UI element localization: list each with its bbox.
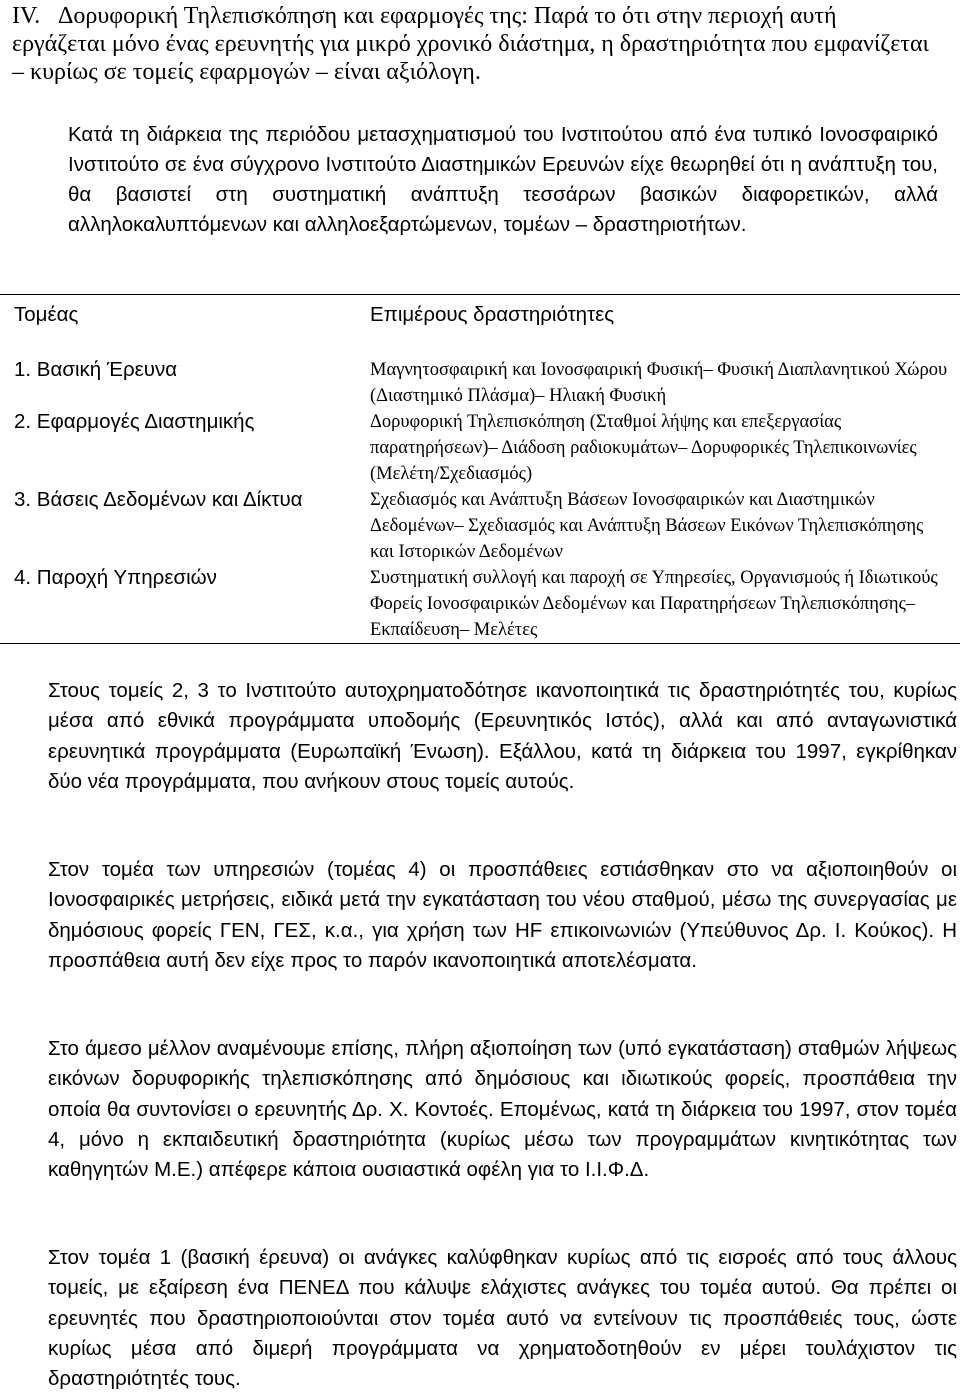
intro-paragraph: Κατά τη διάρκεια της περιόδου μετασχηματισμού του Ινστιτούτου από ένα τυπικό Ιονοσφαιρικό Ινστιτούτο σε ένα σύγχρονο Ινστιτούτο Διαστημικών Ερευνών είχε θεωρηθεί ότι η ανάπτυξη του, θα βασιστεί στη συστηματική ανάπτυξη τεσσάρων βασικών διαφορετικών, αλλά αλληλοκαλυπτόμενων και αλληλοεξαρτώμενων, τομέων – δραστηριοτήτων. [68,123,938,236]
body-paragraph: Στους τομείς 2, 3 το Ινστιτούτο αυτοχρηματοδότησε ικανοποιητικά τις δραστηριότητές του, κυρίως μέσα από εθνικά προγράμματα υποδομής (Ερευνητικός Ιστός), αλλά και από ανταγωνιστικά ερευνητικά προγράμματα (Ευρωπαϊκή Ένωση). Εξάλλου, κατά τη διάρκεια του 1997, εγκρίθηκαν δύο νέα προγράμματα, που ανήκουν στους τομείς αυτούς. [48,679,957,793]
section-heading [12,2,932,86]
section-heading-rest: Παρά το ότι στην περιοχή αυτή εργάζεται μόνο ένας ερευνητής για μικρό χρονικό διάστημα, η δραστηριότητα που εμφανίζεται – κυρίως σε τομείς εφαρμογών – είναι αξιόλογη. [12,3,929,85]
sector-activities: Σχεδιασμός και Ανάπτυξη Βάσεων Ιονοσφαιρικών και Διαστημικών Δεδομένων– Σχεδιασμός και Ανάπτυξη Βάσεων Εικόνων Τηλεπισκόπησης και Ιστορικών Δεδομένων [370,490,924,562]
section-number: IV. [12,3,41,29]
column-header-sector: Τομέας [14,303,79,326]
body-paragraph: Στο άμεσο μέλλον αναμένουμε επίσης, πλήρη αξιοποίηση των (υπό εγκατάσταση) σταθμών λήψεως εικόνων δορυφορικής τηλεπισκόπησης από δημόσιους και ιδιωτικούς φορείς, προσπάθεια την οποία θα συντονίσει ο ερευνητής Δρ. Χ. Κοντοές. Επομένως, κατά τη διάρκεια του 1997, στον τομέα 4, μόνο η εκπαιδευτική δραστηριότητα (κυρίως μέσω των προγραμμάτων κινητικότητας των καθηγητών Μ.Ε.) απέφερε κάποια ουσιαστικά οφέλη για το Ι.Ι.Φ.Δ. [48,1037,957,1182]
sector-name: 3. Βάσεις Δεδομένων και Δίκτυα [14,488,303,511]
body-paragraph: Στον τομέα 1 (βασική έρευνα) οι ανάγκες καλύφθηκαν κυρίως από τις εισροές από τους άλλους τομείς, με εξαίρεση ένα ΠΕΝΕΔ που κάλυψε ελάχιστες ανάγκες του τομέα αυτού. Θα πρέπει οι ερευνητές που δραστηριοποιούνται στον τομέα αυτό να εντείνουν τις προσπάθειές τους, ώστε κυρίως μέσα από διμερή προγράμματα να χρηματοδοτηθούν εν μέρει τουλάχιστον τις δραστηριότητές τους. [48,1246,957,1391]
sector-table [0,294,960,644]
sector-name: 4. Παροχή Υπηρεσιών [14,566,217,589]
sector-name: 1. Βασική Έρευνα [14,358,178,381]
sector-activities: Μαγνητοσφαιρική και Ιονοσφαιρική Φυσική– Φυσική Διαπλανητικού Χώρου (Διαστημικό Πλάσμα)– Ηλιακή Φυσική [370,360,948,406]
sector-activities: Δορυφορική Τηλεπισκόπηση (Σταθμοί λήψης και επεξεργασίας παρατηρήσεων)– Διάδοση ραδιοκυμάτων– Δορυφορικές Τηλεπικοινωνίες (Μελέτη/Σχεδιασμός) [370,412,917,484]
sector-name: 2. Εφαρμογές Διαστημικής [14,410,255,433]
sector-activities: Συστηματική συλλογή και παροχή σε Υπηρεσίες, Οργανισμούς ή Ιδιωτικούς Φορείς Ιονοσφαιρικών Δεδομένων και Παρατηρήσεων Τηλεπισκόπησης– Εκπαίδευση– Μελέτες [370,568,938,640]
body-paragraph: Στον τομέα των υπηρεσιών (τομέας 4) οι προσπάθειες εστιάσθηκαν στο να αξιοποιηθούν οι Ιονοσφαιρικές μετρήσεις, ειδικά μετά την εγκατάσταση του νέου σταθμού, μέσω της συνεργασίας με δημόσιους φορείς ΓΕΝ, ΓΕΣ, κ.α., για χρήση των HF επικοινωνιών (Υπεύθυνος Δρ. Ι. Κούκος). Η προσπάθεια αυτή δεν είχε προς το παρόν ικανοποιητικά αποτελέσματα. [48,858,957,972]
section-title: Δορυφορική Τηλεπισκόπηση και εφαρμογές της: [58,3,528,29]
column-header-activities: Επιμέρους δραστηριότητες [370,303,615,326]
